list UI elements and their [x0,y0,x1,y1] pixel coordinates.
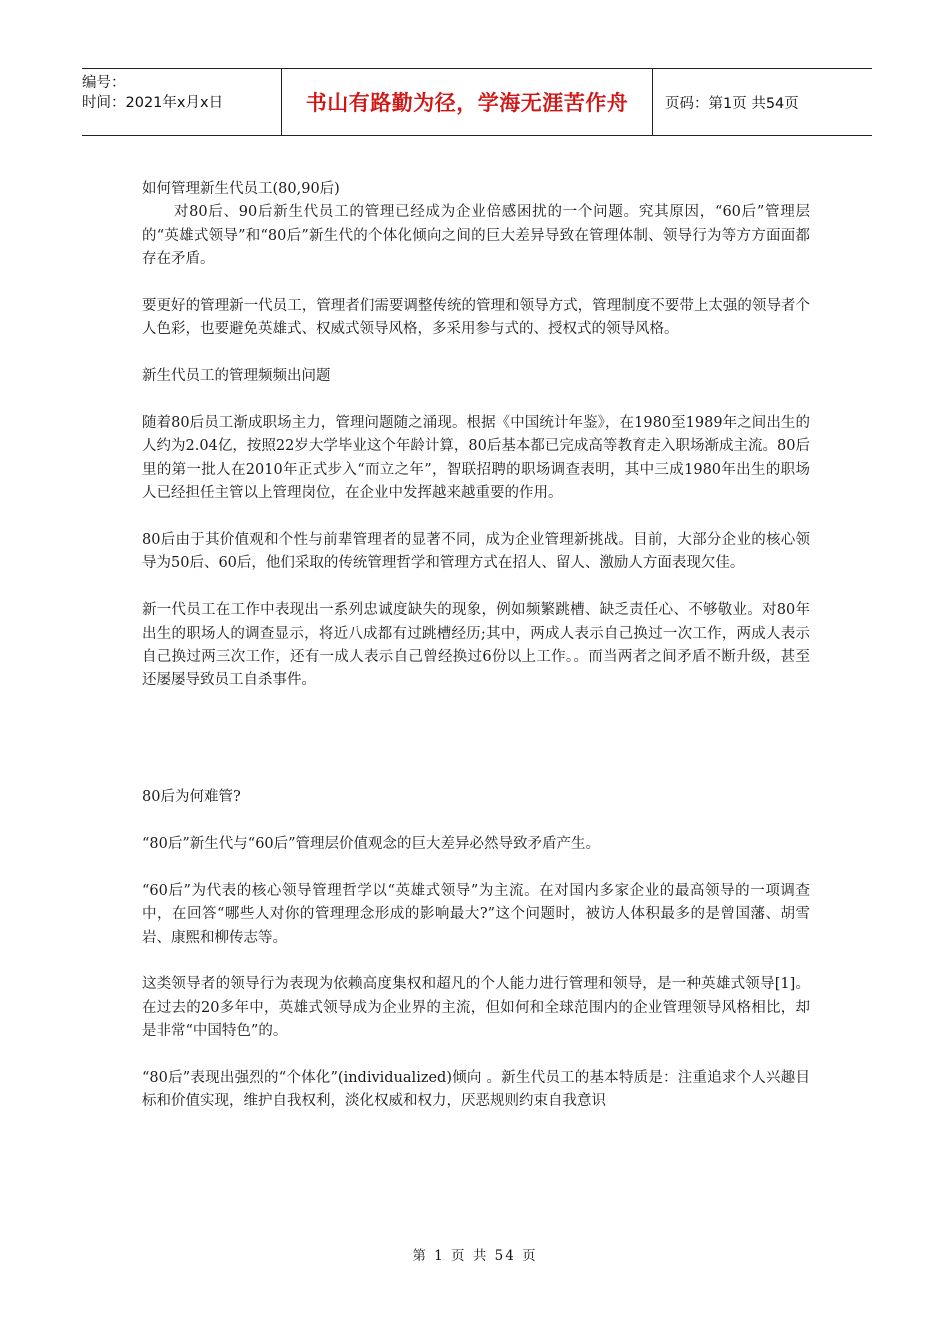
paragraph: 随着80后员工渐成职场主力，管理问题随之涌现。根据《中国统计年鉴》，在1980至1989年之间出生的人约为2.04亿，按照22岁大学毕业这个年龄计算，80后基本都已完成高等教育走入职场渐成主流。80后里的第一批人在2010年正式步入“而立之年”，智联招聘的职场调查表明，其中三成1980年出生的职场人已经担任主管以上管理岗位，在企业中发挥越来越重要的作用。 [142,415,810,502]
time-label: 时间：2021年x月x日 [82,95,224,111]
document-title: 如何管理新生代员工(80,90后) [142,181,340,197]
header-meta [82,69,281,135]
page-header [82,68,872,136]
header-motto-cell [281,69,653,135]
header-motto: 书山有路勤为径，学海无涯苦作舟 [305,91,629,115]
paragraph: 这类领导者的领导行为表现为依赖高度集权和超凡的个人能力进行管理和领导，是一种英雄式领导[1]。在过去的20多年中，英雄式领导成为企业界的主流，但如何和全球范围内的企业管理领导风格相比，却是非常“中国特色”的。 [142,976,810,1040]
paragraph: “60后”为代表的核心领导管理哲学以“英雄式领导”为主流。在对国内多家企业的最高领导的一项调查中，在回答“哪些人对你的管理理念形成的影响最大?”这个问题时，被访人体积最多的是曾国藩、胡雪岩、康熙和柳传志等。 [142,882,810,946]
paragraph: 对80后、90后新生代员工的管理已经成为企业倍感困扰的一个问题。究其原因，“60后”管理层的“英雄式领导”和“80后”新生代的个体化倾向之间的巨大差异导致在管理体制、领导行为等方方面面都存在矛盾。 [142,204,810,268]
paragraph: “80后”新生代与“60后”管理层价值观念的巨大差异必然导致矛盾产生。 [142,836,601,853]
paragraph: 新一代员工在工作中表现出一系列忠诚度缺失的现象，例如频繁跳槽、缺乏责任心、不够敬业。对80年出生的职场人的调查显示，将近八成都有过跳槽经历;其中，两成人表示自己换过一次工作，两成人表示自己换过两三次工作，还有一成人表示自己曾经换过6份以上工作。。而当两者之间矛盾不断升级，甚至还屡屡导致员工自杀事件。 [142,602,810,689]
header-page-info: 页码：第1页 共54页 [665,95,799,112]
document-body [142,178,810,1114]
paragraph: “80后”表现出强烈的“个体化”(individualized)倾向 。新生代员工的基本特质是：注重追求个人兴趣目标和价值实现，维护自我权利，淡化权威和权力，厌恶规则约束自我意识 [142,1070,810,1110]
section-heading: 新生代员工的管理频频出问题 [142,368,331,385]
paragraph: 要更好的管理新一代员工，管理者们需要调整传统的管理和领导方式，管理制度不要带上太强的领导者个人色彩，也要避免英雄式、权威式领导风格，多采用参与式的、授权式的领导风格。 [142,298,810,338]
paragraph: 80后由于其价值观和个性与前辈管理者的显著不同，成为企业管理新挑战。目前，大部分企业的核心领导为50后、60后，他们采取的传统管理哲学和管理方式在招人、留人、激励人方面表现欠佳。 [142,532,810,572]
section-heading: 80后为何难管? [142,789,241,806]
page-footer: 第 1 页 共 54 页 [412,1248,538,1264]
number-label: 编号： [82,75,126,91]
